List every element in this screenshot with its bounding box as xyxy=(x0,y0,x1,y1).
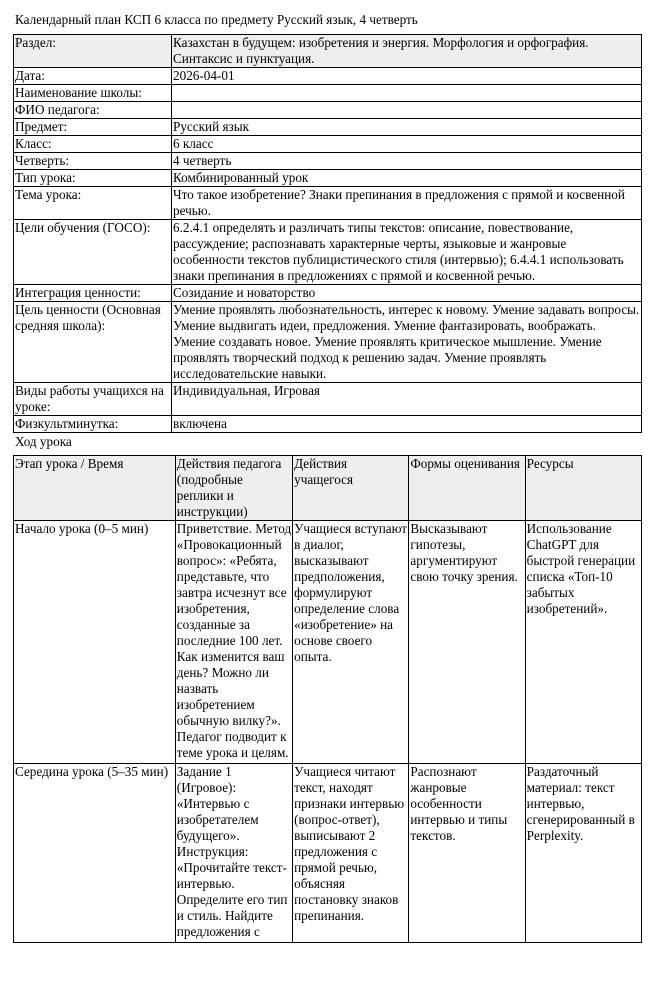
info-row-value-integration xyxy=(14,285,642,302)
info-label: Интеграция ценности: xyxy=(14,285,172,302)
info-value: Умение проявлять любознательность, интерес к новому. Умение задавать вопросы. Умение выдвигать идеи, предложения. Умение фантазировать, воображать. Умение создавать новое. Умение проявлять критическое мышление. Умение проявлять творческий подход к решению задач. Умение проявлять исследовательские навыки. xyxy=(172,302,642,383)
info-row-learning-goals xyxy=(14,220,642,285)
info-value: 6 класс xyxy=(172,136,642,153)
table-row xyxy=(14,764,642,943)
info-label: Четверть: xyxy=(14,153,172,170)
stage-cell: Начало урока (0–5 мин) xyxy=(14,521,176,764)
info-row-date xyxy=(14,68,642,85)
info-label: Цели обучения (ГОСО): xyxy=(14,220,172,285)
info-value xyxy=(172,85,642,102)
column-header-teacher: Действия педагога (подробные реплики и инструкции) xyxy=(175,456,292,521)
info-value xyxy=(172,102,642,119)
teacher-cell: Приветствие. Метод «Провокационный вопрос»: «Ребята, представьте, что завтра исчезнут все изобретения, созданные за последние 100 лет. Как изменится ваш день? Можно ли назвать изобретением обычную вилку?». Педагог подводит к теме урока и целям. xyxy=(175,521,292,764)
info-row-value-goal xyxy=(14,302,642,383)
student-cell: Учащиеся читают текст, находят признаки интервью (вопрос-ответ), выписывают 2 предложения с прямой речью, объясняя постановку знаков препинания. xyxy=(293,764,409,943)
column-header-resources: Ресурсы xyxy=(525,456,641,521)
stage-cell: Середина урока (5–35 мин) xyxy=(14,764,176,943)
info-label: Дата: xyxy=(14,68,172,85)
info-label: Виды работы учащихся на уроке: xyxy=(14,383,172,416)
info-label: Наименование школы: xyxy=(14,85,172,102)
teacher-cell: Задание 1 (Игровое): «Интервью с изобретателем будущего». Инструкция: «Прочитайте текст-интервью. Определите его тип и стиль. Найдите предложения с xyxy=(175,764,292,943)
info-row-work-types xyxy=(14,383,642,416)
document-title: Календарный план КСП 6 класса по предмету Русский язык, 4 четверть xyxy=(15,12,418,27)
info-value: 4 четверть xyxy=(172,153,642,170)
info-value: 6.2.4.1 определять и различать типы текстов: описание, повествование, рассуждение; распознавать характерные черты, языковые и жанровые особенности текстов публицистического стиля (интервью); 6.4.4.1 использовать знаки препинания в предложениях с прямой и косвенной речью. xyxy=(172,220,642,285)
assessment-cell: Распознают жанровые особенности интервью и типы текстов. xyxy=(409,764,525,943)
info-value: Казахстан в будущем: изобретения и энергия. Морфология и орфография. Синтаксис и пунктуация. xyxy=(172,35,642,68)
column-header-assessment: Формы оценивания xyxy=(409,456,525,521)
resources-cell: Раздаточный материал: текст интервью, сгенерированный в Perplexity. xyxy=(525,764,641,943)
info-row-subject xyxy=(14,119,642,136)
info-value: Созидание и новаторство xyxy=(172,285,642,302)
info-row-teacher xyxy=(14,102,642,119)
lesson-info-table xyxy=(13,34,642,433)
lesson-flow-title: Ход урока xyxy=(15,434,72,449)
info-label: Физкультминутка: xyxy=(14,416,172,433)
info-label: Раздел: xyxy=(14,35,172,68)
resources-cell: Использование ChatGPT для быстрой генерации списка «Топ-10 забытых изобретений». xyxy=(525,521,641,764)
info-label: Класс: xyxy=(14,136,172,153)
info-row-class xyxy=(14,136,642,153)
info-label: Тип урока: xyxy=(14,170,172,187)
info-value: Комбинированный урок xyxy=(172,170,642,187)
info-value: Индивидуальная, Игровая xyxy=(172,383,642,416)
info-row-exercise xyxy=(14,416,642,433)
student-cell: Учащиеся вступают в диалог, высказывают предположения, формулируют определение слова «изобретение» на основе своего опыта. xyxy=(293,521,409,764)
info-label: Предмет: xyxy=(14,119,172,136)
lesson-flow-table xyxy=(13,455,642,943)
column-header-stage: Этап урока / Время xyxy=(14,456,176,521)
info-value: 2026-04-01 xyxy=(172,68,642,85)
info-label: Цель ценности (Основная средняя школа): xyxy=(14,302,172,383)
info-row-lesson-type xyxy=(14,170,642,187)
info-value: включена xyxy=(172,416,642,433)
info-row-topic xyxy=(14,187,642,220)
info-value: Русский язык xyxy=(172,119,642,136)
column-header-student: Действия учащегося xyxy=(293,456,409,521)
info-row-school xyxy=(14,85,642,102)
table-row xyxy=(14,521,642,764)
info-label: ФИО педагога: xyxy=(14,102,172,119)
info-row-quarter xyxy=(14,153,642,170)
lesson-flow-header-row xyxy=(14,456,642,521)
info-value: Что такое изобретение? Знаки препинания в предложения с прямой и косвенной речью. xyxy=(172,187,642,220)
info-row-section xyxy=(14,35,642,68)
assessment-cell: Высказывают гипотезы, аргументируют свою точку зрения. xyxy=(409,521,525,764)
info-label: Тема урока: xyxy=(14,187,172,220)
